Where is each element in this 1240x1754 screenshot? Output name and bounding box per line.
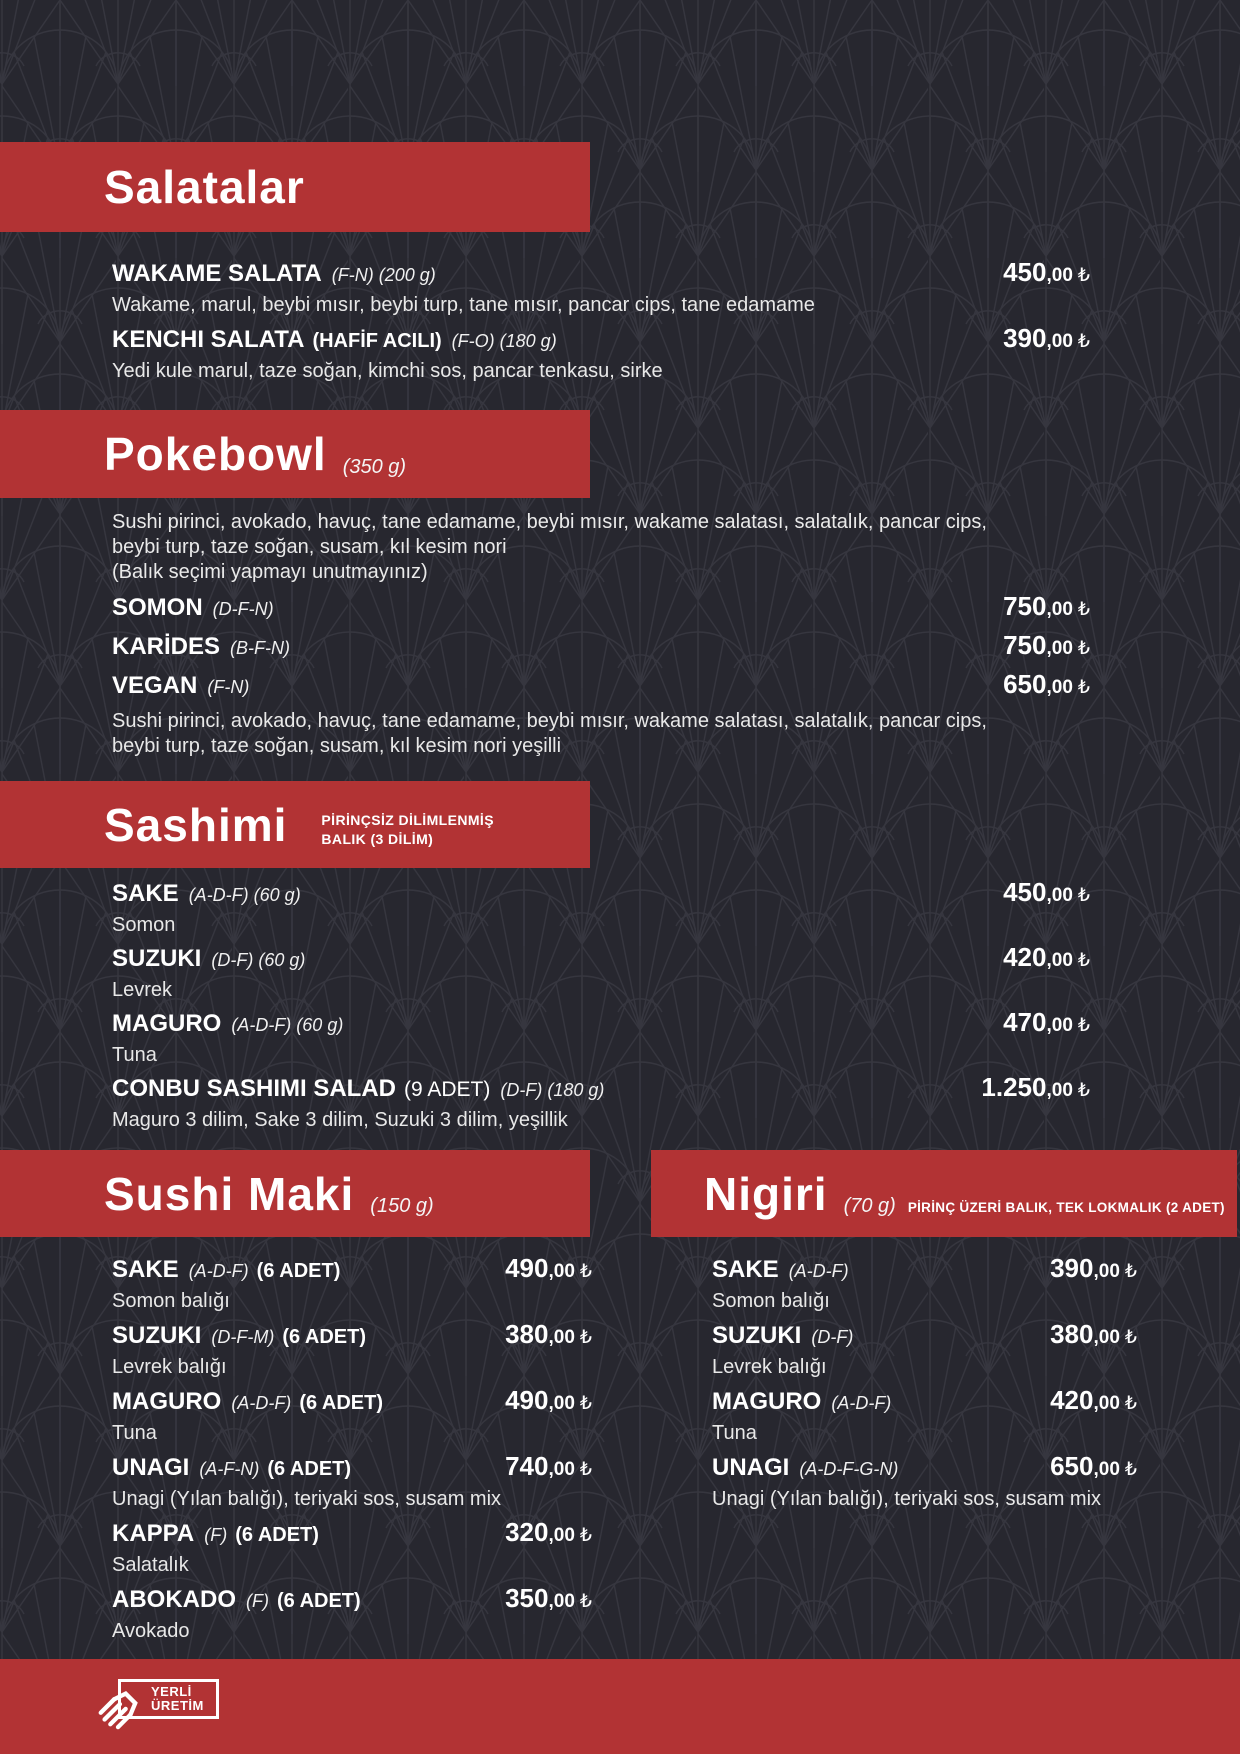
item-desc: Unagi (Yılan balığı), teriyaki sos, susam mix <box>112 1488 502 1510</box>
currency-symbol: ₺ <box>1124 1458 1137 1480</box>
item-title-group <box>112 1010 343 1041</box>
item-codes: (B-F-N) <box>230 638 290 658</box>
item-name: SAKE <box>112 880 179 907</box>
menu-item-suzuki-nigiri <box>712 1320 1137 1379</box>
item-codes: (F) <box>246 1591 269 1611</box>
item-name: KARİDES <box>112 633 221 660</box>
item-codes: (A-D-F-G-N) <box>799 1459 899 1479</box>
item-codes: (D-F-M) <box>211 1327 275 1347</box>
item-name: SAKE <box>112 1256 179 1283</box>
item-codes: (F-O) (180 g) <box>451 331 557 351</box>
currency-symbol: ₺ <box>579 1524 592 1546</box>
item-title-group <box>112 326 557 357</box>
menu-item-karides <box>112 631 1090 664</box>
item-title-group <box>112 1256 340 1287</box>
price-main: 350 <box>505 1583 549 1613</box>
item-codes: (A-F-N) <box>199 1459 260 1479</box>
price-main: 650 <box>1003 669 1047 699</box>
item-price <box>1050 1386 1137 1418</box>
item-desc: Levrek balığı <box>112 1356 227 1378</box>
item-title-group <box>112 1388 383 1419</box>
item-desc: Yedi kule marul, taze soğan, kimchi sos, pancar tenkasu, sirke <box>112 360 663 382</box>
currency-symbol: ₺ <box>1077 884 1090 906</box>
price-frac: ,00 <box>1093 1459 1120 1480</box>
item-price <box>505 1452 592 1484</box>
item-title-group <box>712 1322 853 1353</box>
price-frac: ,00 <box>1093 1327 1120 1348</box>
section-size-note: (150 g) <box>370 1195 434 1217</box>
item-desc: Tuna <box>112 1044 157 1066</box>
section-size-note: (70 g) <box>843 1195 896 1217</box>
section-title-salatalar: Salatalar <box>104 161 305 213</box>
item-name: WAKAME SALATA <box>112 260 322 287</box>
item-name: MAGURO <box>112 1388 222 1415</box>
item-name: KAPPA <box>112 1520 195 1547</box>
item-title-group <box>112 1075 604 1106</box>
currency-symbol: ₺ <box>1077 264 1090 286</box>
currency-symbol: ₺ <box>1124 1260 1137 1282</box>
vegan-desc <box>112 709 1090 759</box>
item-qualifier: (6 ADET) <box>276 1590 361 1612</box>
item-price <box>505 1386 592 1418</box>
currency-symbol: ₺ <box>1077 330 1090 352</box>
subtitle-line: BALIK (3 DİLİM) <box>321 830 434 847</box>
menu-item-sake-sashimi <box>112 878 1090 937</box>
currency-symbol: ₺ <box>1077 949 1090 971</box>
price-main: 380 <box>505 1319 549 1349</box>
item-codes: (A-D-F) <box>231 1393 292 1413</box>
item-desc: Somon <box>112 914 176 936</box>
price-main: 390 <box>1003 323 1047 353</box>
item-desc: Avokado <box>112 1620 190 1642</box>
item-name: SUZUKI <box>712 1322 802 1349</box>
item-price <box>505 1584 592 1616</box>
price-frac: ,00 <box>548 1393 575 1414</box>
item-codes: (A-D-F) <box>788 1261 849 1281</box>
item-price <box>1003 1008 1090 1040</box>
item-title-group <box>112 945 305 976</box>
item-price <box>505 1518 592 1550</box>
menu-item-kappa-maki <box>112 1518 592 1577</box>
price-main: 420 <box>1003 942 1047 972</box>
badge-text <box>151 1685 204 1713</box>
menu-item-maguro-sashimi <box>112 1008 1090 1067</box>
section-subtitle-sashimi <box>321 811 494 847</box>
section-items-nigiri <box>712 1254 1137 1518</box>
section-size-note: (350 g) <box>342 455 407 478</box>
item-desc: Unagi (Yılan balığı), teriyaki sos, susam mix <box>712 1488 1102 1510</box>
item-title-group <box>712 1388 891 1419</box>
item-price <box>505 1320 592 1352</box>
price-main: 740 <box>505 1451 549 1481</box>
item-desc: Somon balığı <box>712 1290 830 1312</box>
section-items-sashimi <box>112 878 1090 1138</box>
price-frac: ,00 <box>1046 599 1073 620</box>
item-codes: (A-D-F) <box>188 1261 249 1281</box>
menu-item-unagi-nigiri <box>712 1452 1137 1511</box>
item-name: SOMON <box>112 594 203 621</box>
item-name: VEGAN <box>112 672 198 699</box>
menu-item-suzuki-sashimi <box>112 943 1090 1002</box>
price-frac: ,00 <box>1046 1080 1073 1101</box>
price-main: 420 <box>1050 1385 1094 1415</box>
menu-item-kenchi-salata <box>112 324 1090 383</box>
menu-item-suzuki-maki <box>112 1320 592 1379</box>
currency-symbol: ₺ <box>1077 1014 1090 1036</box>
intro-line: beybi turp, taze soğan, susam, kıl kesim nori <box>112 536 507 558</box>
currency-symbol: ₺ <box>1124 1326 1137 1348</box>
item-desc: Levrek <box>112 979 173 1001</box>
currency-symbol: ₺ <box>1124 1392 1137 1414</box>
currency-symbol: ₺ <box>1077 598 1090 620</box>
menu-item-conbu-sashimi-salad <box>112 1073 1090 1132</box>
menu-item-sake-maki <box>112 1254 592 1313</box>
price-main: 470 <box>1003 1007 1047 1037</box>
price-frac: ,00 <box>1046 638 1073 659</box>
item-desc: Somon balığı <box>112 1290 230 1312</box>
item-price <box>1003 631 1090 663</box>
item-price <box>1003 324 1090 356</box>
item-codes: (F-N) (200 g) <box>331 265 436 285</box>
item-codes: (D-F) (60 g) <box>211 950 306 970</box>
currency-symbol: ₺ <box>1077 637 1090 659</box>
price-main: 490 <box>505 1253 549 1283</box>
item-price <box>1050 1320 1137 1352</box>
item-price <box>1003 258 1090 290</box>
footer-bar <box>0 1659 1240 1754</box>
yerli-uretim-badge <box>118 1679 219 1719</box>
currency-symbol: ₺ <box>579 1590 592 1612</box>
item-codes: (F) <box>204 1525 228 1545</box>
item-desc: Wakame, marul, beybi mısır, beybi turp, tane mısır, pancar cips, tane edamame <box>112 294 815 316</box>
item-name: MAGURO <box>712 1388 822 1415</box>
item-codes: (D-F) <box>811 1327 854 1347</box>
currency-symbol: ₺ <box>579 1326 592 1348</box>
price-frac: ,00 <box>1046 950 1073 971</box>
item-desc: Levrek balığı <box>712 1356 827 1378</box>
price-frac: ,00 <box>548 1591 575 1612</box>
menu-item-maguro-maki <box>112 1386 592 1445</box>
section-subtitle-nigiri: PİRİNÇ ÜZERİ BALIK, TEK LOKMALIK (2 ADET) <box>907 1200 1225 1215</box>
item-title-group <box>712 1256 849 1287</box>
item-title-group <box>112 1520 319 1551</box>
price-frac: ,00 <box>548 1327 575 1348</box>
item-title-group <box>112 633 290 664</box>
section-items-sushi-maki <box>112 1254 592 1650</box>
item-codes: (A-D-F) (60 g) <box>231 1015 344 1035</box>
price-frac: ,00 <box>1046 265 1073 286</box>
item-qualifier: (6 ADET) <box>256 1260 341 1282</box>
price-frac: ,00 <box>1046 885 1073 906</box>
item-desc: Tuna <box>112 1422 157 1444</box>
price-main: 490 <box>505 1385 549 1415</box>
item-codes: (F-N) <box>207 677 250 697</box>
price-frac: ,00 <box>1093 1393 1120 1414</box>
menu-item-wakame-salata <box>112 258 1090 317</box>
currency-symbol: ₺ <box>1077 676 1090 698</box>
item-name: CONBU SASHIMI SALAD <box>112 1075 397 1102</box>
item-qualifier: (9 ADET) <box>404 1078 491 1101</box>
item-codes: (A-D-F) (60 g) <box>188 885 301 905</box>
currency-symbol: ₺ <box>579 1458 592 1480</box>
price-main: 750 <box>1003 591 1047 621</box>
subtitle-line: PİRİNÇSİZ DİLİMLENMİŞ <box>321 812 494 829</box>
item-codes: (D-F) (180 g) <box>500 1080 605 1100</box>
item-name: UNAGI <box>712 1454 790 1481</box>
item-codes: (D-F-N) <box>212 599 274 619</box>
item-price <box>1003 670 1090 702</box>
price-main: 1.250 <box>981 1072 1047 1102</box>
menu-item-unagi-maki <box>112 1452 592 1511</box>
price-frac: ,00 <box>1046 677 1073 698</box>
item-desc: Maguro 3 dilim, Sake 3 dilim, Suzuki 3 dilim, yeşillik <box>112 1109 568 1131</box>
price-main: 450 <box>1003 877 1047 907</box>
item-price <box>1050 1254 1137 1286</box>
item-title-group <box>112 1454 351 1485</box>
item-price <box>981 1073 1090 1105</box>
price-frac: ,00 <box>1046 1015 1073 1036</box>
item-price <box>1003 943 1090 975</box>
item-title-group <box>112 672 249 703</box>
section-title-sushi-maki: Sushi Maki <box>104 1167 355 1220</box>
item-price <box>1003 878 1090 910</box>
item-qualifier: (6 ADET) <box>235 1524 319 1546</box>
item-name: SUZUKI <box>112 945 202 972</box>
item-name: MAGURO <box>112 1010 222 1037</box>
item-qualifier: (6 ADET) <box>299 1392 384 1414</box>
item-name: KENCHI SALATA <box>112 326 305 353</box>
price-main: 320 <box>505 1517 549 1547</box>
currency-symbol: ₺ <box>1077 1079 1090 1101</box>
badge-line-1: YERLİ <box>151 1684 192 1699</box>
badge-line-2: ÜRETİM <box>151 1698 204 1713</box>
price-main: 750 <box>1003 630 1047 660</box>
price-frac: ,00 <box>548 1459 575 1480</box>
currency-symbol: ₺ <box>579 1392 592 1414</box>
price-frac: ,00 <box>548 1525 575 1546</box>
item-name: SUZUKI <box>112 1322 202 1349</box>
price-frac: ,00 <box>548 1261 575 1282</box>
item-title-group <box>112 1586 361 1617</box>
intro-line: (Balık seçimi yapmayı unutmayınız) <box>112 561 428 583</box>
item-name: SAKE <box>712 1256 779 1283</box>
item-name: ABOKADO <box>112 1586 236 1613</box>
currency-symbol: ₺ <box>579 1260 592 1282</box>
intro-line: Sushi pirinci, avokado, havuç, tane edamame, beybi mısır, wakame salatası, salatalık, pancar cips, <box>112 511 987 533</box>
section-header-sushi-maki <box>0 1150 590 1237</box>
item-price <box>505 1254 592 1286</box>
item-desc-line: beybi turp, taze soğan, susam, kıl kesim nori yeşilli <box>112 735 562 757</box>
pokebowl-intro <box>112 510 987 585</box>
section-header-salatalar <box>0 142 590 232</box>
item-title-group <box>112 1322 366 1353</box>
handshake-icon <box>95 1684 141 1730</box>
item-codes: (A-D-F) <box>831 1393 892 1413</box>
item-title-group <box>112 880 301 911</box>
item-desc: Salatalık <box>112 1554 189 1576</box>
price-main: 380 <box>1050 1319 1094 1349</box>
item-desc-line: Sushi pirinci, avokado, havuç, tane edamame, beybi mısır, wakame salatası, salatalık, pancar cips, <box>112 710 987 732</box>
menu-item-abokado-maki <box>112 1584 592 1643</box>
price-frac: ,00 <box>1046 331 1073 352</box>
section-header-pokebowl <box>0 410 590 498</box>
menu-item-vegan <box>112 670 1090 703</box>
section-items-pokebowl <box>112 592 1090 759</box>
item-title-group <box>712 1454 898 1485</box>
price-frac: ,00 <box>1093 1261 1120 1282</box>
menu-item-maguro-nigiri <box>712 1386 1137 1445</box>
section-header-sashimi <box>0 781 590 868</box>
price-main: 450 <box>1003 257 1047 287</box>
item-name: UNAGI <box>112 1454 190 1481</box>
item-title-group <box>112 594 274 625</box>
item-qualifier: (6 ADET) <box>267 1458 352 1480</box>
item-desc: Tuna <box>712 1422 757 1444</box>
section-header-nigiri <box>651 1150 1237 1237</box>
section-title-sashimi: Sashimi <box>104 798 288 851</box>
item-qualifier: (HAFİF ACILI) <box>312 330 442 352</box>
item-price <box>1050 1452 1137 1484</box>
item-title-group <box>112 260 436 291</box>
price-main: 650 <box>1050 1451 1094 1481</box>
menu-item-sake-nigiri <box>712 1254 1137 1313</box>
menu-item-somon <box>112 592 1090 625</box>
section-items-salatalar <box>112 258 1090 390</box>
section-title-pokebowl: Pokebowl <box>104 428 327 480</box>
item-qualifier: (6 ADET) <box>282 1326 367 1348</box>
price-main: 390 <box>1050 1253 1094 1283</box>
section-title-nigiri: Nigiri <box>704 1167 828 1220</box>
item-price <box>1003 592 1090 624</box>
